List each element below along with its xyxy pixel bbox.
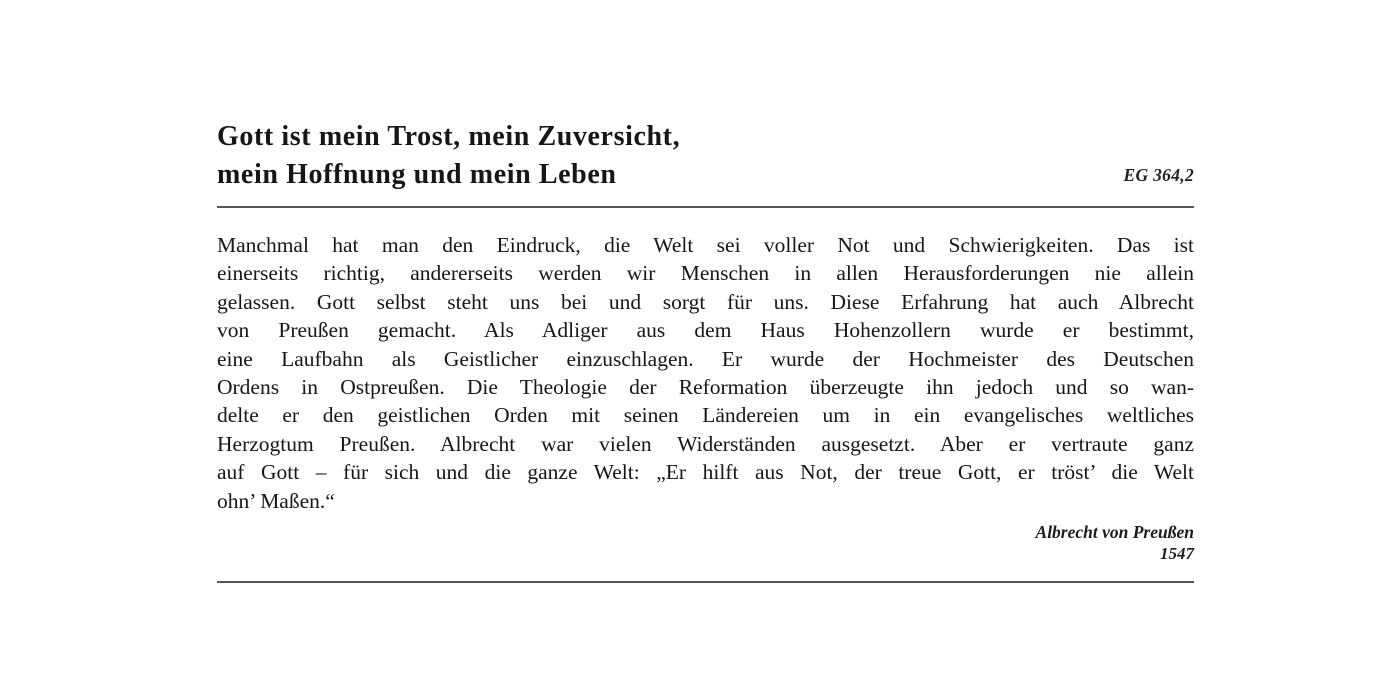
body-line: Manchmal hat man den Eindruck, die Welt sei voller Not und Schwierigkeiten. Das ist	[217, 233, 1194, 257]
body-line: auf Gott – für sich und die ganze Welt: „Er hilft aus Not, der treue Gott, er tröst’ die Welt	[217, 460, 1194, 485]
attribution-name: Albrecht von Preußen	[1035, 522, 1194, 542]
page-title	[217, 118, 937, 194]
body-line: von Preußen gemacht. Als Adliger aus dem Haus Hohenzollern wurde er bestimmt,	[217, 318, 1194, 343]
body-line: ohn’ Maßen.“	[217, 488, 335, 513]
body-line: einerseits richtig, andererseits werden wir Menschen in allen Herausforderungen nie allein	[217, 261, 1194, 286]
body-line: Herzogtum Preußen. Albrecht war vielen Widerständen ausgesetzt. Aber er vertraute ganz	[217, 431, 1194, 456]
body-line: gelassen. Gott selbst steht uns bei und sorgt für uns. Diese Erfahrung hat auch Albrecht	[217, 289, 1194, 314]
body-line: eine Laufbahn als Geistlicher einzuschlagen. Er wurde der Hochmeister des Deutschen	[217, 346, 1194, 371]
body-line: delte er den geistlichen Orden mit seinen Ländereien um in ein evangelisches weltliches	[217, 403, 1194, 428]
attribution	[1036, 522, 1194, 564]
devotion-body	[217, 231, 1194, 515]
divider-bottom	[217, 581, 1194, 583]
attribution-year: 1547	[1160, 544, 1194, 563]
title-line-1: Gott ist mein Trost, mein Zuversicht,	[217, 121, 681, 152]
hymn-reference: EG 364,2	[1123, 165, 1194, 185]
title-line-2: mein Hoffnung und mein Leben	[217, 159, 617, 190]
body-line: Ordens in Ostpreußen. Die Theologie der Reformation überzeugte ihn jedoch und so wan-	[217, 375, 1194, 400]
divider-top	[217, 206, 1194, 208]
